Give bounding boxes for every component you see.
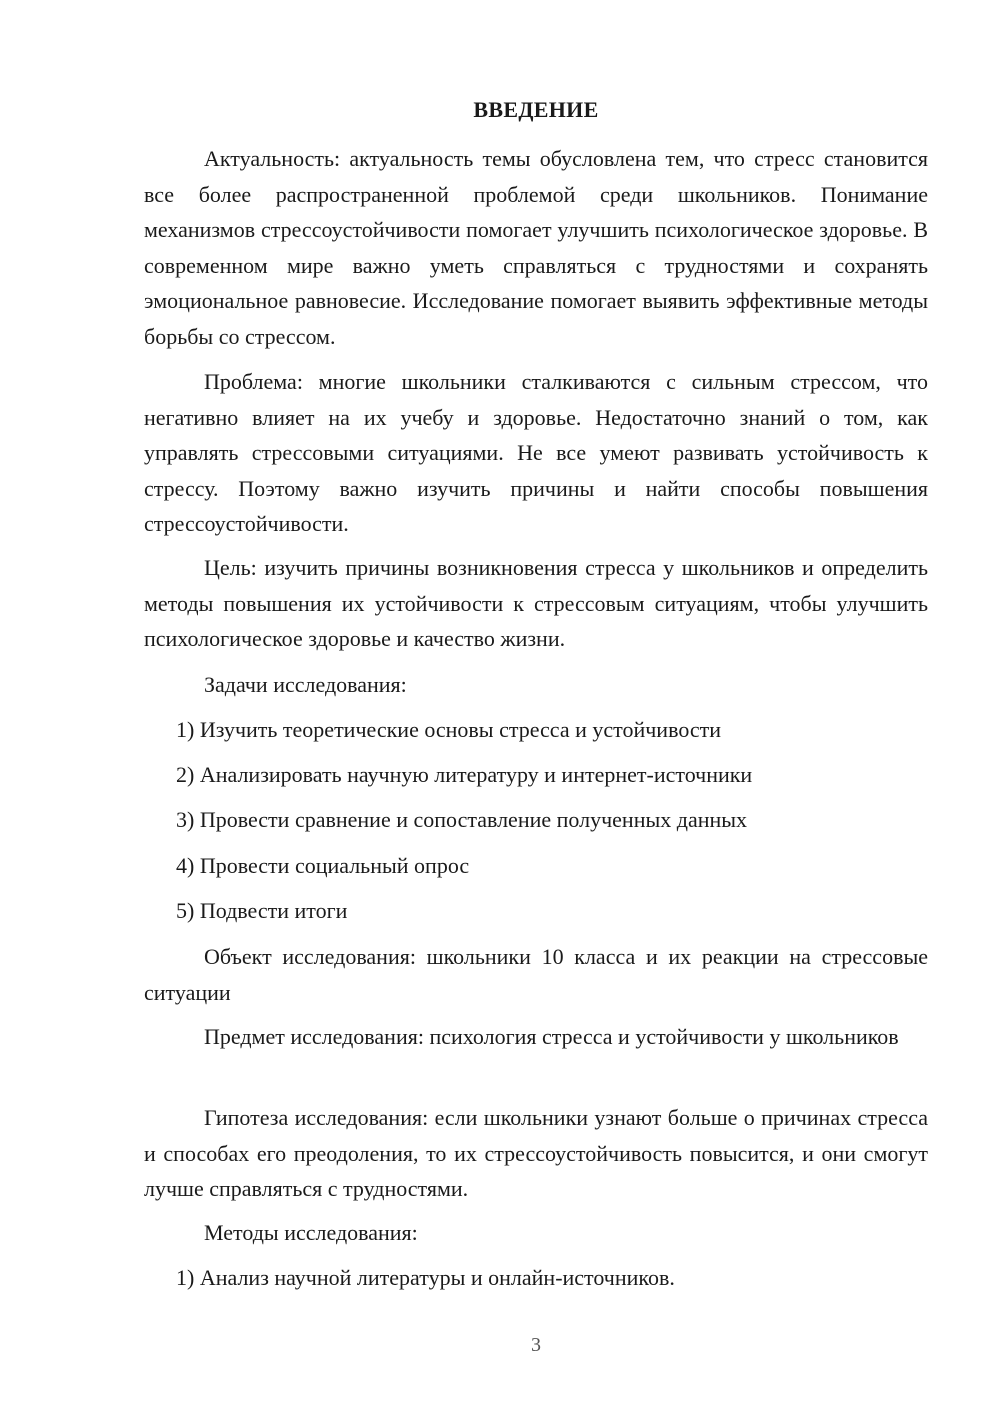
section-heading: ВВЕДЕНИЕ bbox=[473, 97, 599, 122]
task-item: 2) Анализировать научную литературу и интернет-источники bbox=[176, 762, 753, 787]
task-item: 1) Изучить теоретические основы стресса и устойчивости bbox=[176, 717, 722, 742]
problem-paragraph: Проблема: многие школьники сталкиваются с сильным стрессом, что негативно влияет на их учебу и здоровье. Недостаточно знаний о том, как управлять стрессовыми ситуациями. Не все умеют развивать устойчивость к стрессу. Поэтому важно изучить причины и найти способы повышения стрессоустойчивости. bbox=[144, 369, 928, 536]
methods-title: Методы исследования: bbox=[204, 1220, 418, 1245]
document-page bbox=[144, 0, 928, 1414]
hypothesis-paragraph: Гипотеза исследования: если школьники узнают больше о причинах стресса и способах его преодоления, то их стрессоустойчивость повысится, и они смогут лучше справляться с трудностями. bbox=[144, 1105, 928, 1201]
subject-paragraph: Предмет исследования: психология стресса и устойчивости у школьников bbox=[204, 1024, 899, 1049]
method-item: 1) Анализ научной литературы и онлайн-источников. bbox=[176, 1265, 675, 1290]
object-paragraph: Объект исследования: школьники 10 класса и их реакции на стрессовые ситуации bbox=[144, 944, 928, 1005]
tasks-title: Задачи исследования: bbox=[204, 672, 407, 697]
task-item: 3) Провести сравнение и сопоставление полученных данных bbox=[176, 807, 748, 832]
page-number: 3 bbox=[531, 1334, 541, 1356]
task-item: 4) Провести социальный опрос bbox=[176, 853, 470, 878]
goal-paragraph: Цель: изучить причины возникновения стресса у школьников и определить методы повышения их устойчивости к стрессовым ситуациям, чтобы улучшить психологическое здоровье и качество жизни. bbox=[144, 555, 928, 651]
relevance-paragraph: Актуальность: актуальность темы обусловлена тем, что стресс становится все более распространенной проблемой среди школьников. Понимание механизмов стрессоустойчивости помогает улучшить психологическое здоровье. В современном мире важно уметь справляться с трудностями и сохранять эмоциональное равновесие. Исследование помогает выявить эффективные методы борьбы со стрессом. bbox=[144, 146, 928, 349]
task-item: 5) Подвести итоги bbox=[176, 898, 348, 923]
